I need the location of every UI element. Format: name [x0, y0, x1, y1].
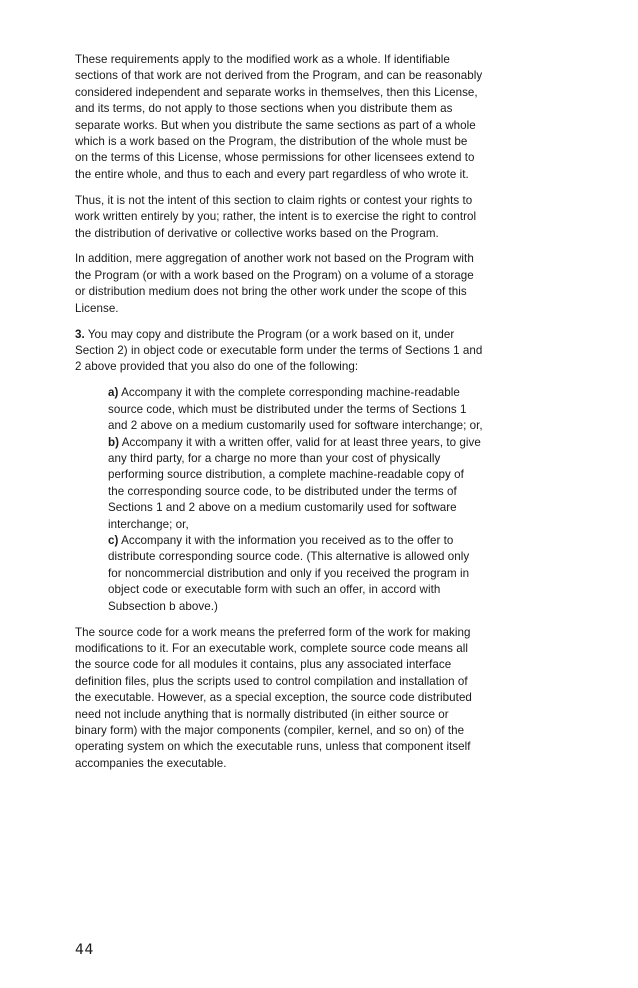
- item-label: b): [108, 435, 120, 449]
- paragraph-modified-work: These requirements apply to the modified work as a whole. If identifiable sections of that work are not derived from the Program, and can be reasonably considered independent and separate works in themselves, then this License, and its terms, do not apply to those sections when you distribute them as separate works. But when you distribute the same sections as part of a whole which is a work based on the Program, the distribution of the whole must be on the terms of this License, whose permissions for other licensees extend to the entire whole, and thus to each and every part regardless of who wrote it.: [75, 53, 483, 181]
- item-text: Accompany it with the complete corresponding machine-readable source code, which must be distributed under the terms of Sections 1 and 2 above on a medium customarily used for software interchange; or,: [108, 386, 483, 433]
- section-number: 3.: [75, 327, 85, 341]
- paragraph-aggregation: In addition, mere aggregation of another work not based on the Program with the Program (or with a work based on the Program) on a volume of a storage or distribution medium does not bring the other work under the scope of this License.: [75, 252, 474, 315]
- list-item: [108, 435, 483, 533]
- list-item: [108, 533, 483, 615]
- conditions-list: [108, 385, 483, 615]
- item-text: Accompany it with the information you received as to the offer to distribute corresponding source code. (This alternative is allowed only for noncommercial distribution and only if you received the program in object code or executable form with such an offer, in accord with Subsection b above.): [108, 533, 470, 613]
- item-label: a): [108, 386, 119, 400]
- section-3-text: You may copy and distribute the Program (or a work based on it, under Section 2) in object code or executable form under the terms of Sections 1 and 2 above provided that you also do one of the following:: [75, 327, 483, 374]
- paragraph-intent: Thus, it is not the intent of this section to claim rights or contest your rights to work written entirely by you; rather, the intent is to exercise the right to control the distribution of derivative or collective works based on the Program.: [75, 193, 477, 240]
- body-text: [75, 52, 483, 772]
- item-text: Accompany it with a written offer, valid for at least three years, to give any third party, for a charge no more than your cost of physically performing source distribution, a complete machine-readable copy of the corresponding source code, to be distributed under the terms of Sections 1 and 2 above on a medium customarily used for software interchange; or,: [108, 435, 481, 531]
- paragraph-section-3: [75, 327, 483, 376]
- paragraph-source-code: The source code for a work means the preferred form of the work for making modifications to it. For an executable work, complete source code means all the source code for all modules it contains, plus any associated interface definition files, plus the scripts used to control compilation and installation of the executable. However, as a special exception, the source code distributed need not include anything that is normally distributed (in either source or binary form) with the major components (compiler, kernel, and so on) of the operating system on which the executable runs, unless that component itself accompanies the executable.: [75, 625, 472, 770]
- list-item: [108, 385, 483, 434]
- item-label: c): [108, 533, 119, 547]
- page-number: 44: [75, 942, 95, 958]
